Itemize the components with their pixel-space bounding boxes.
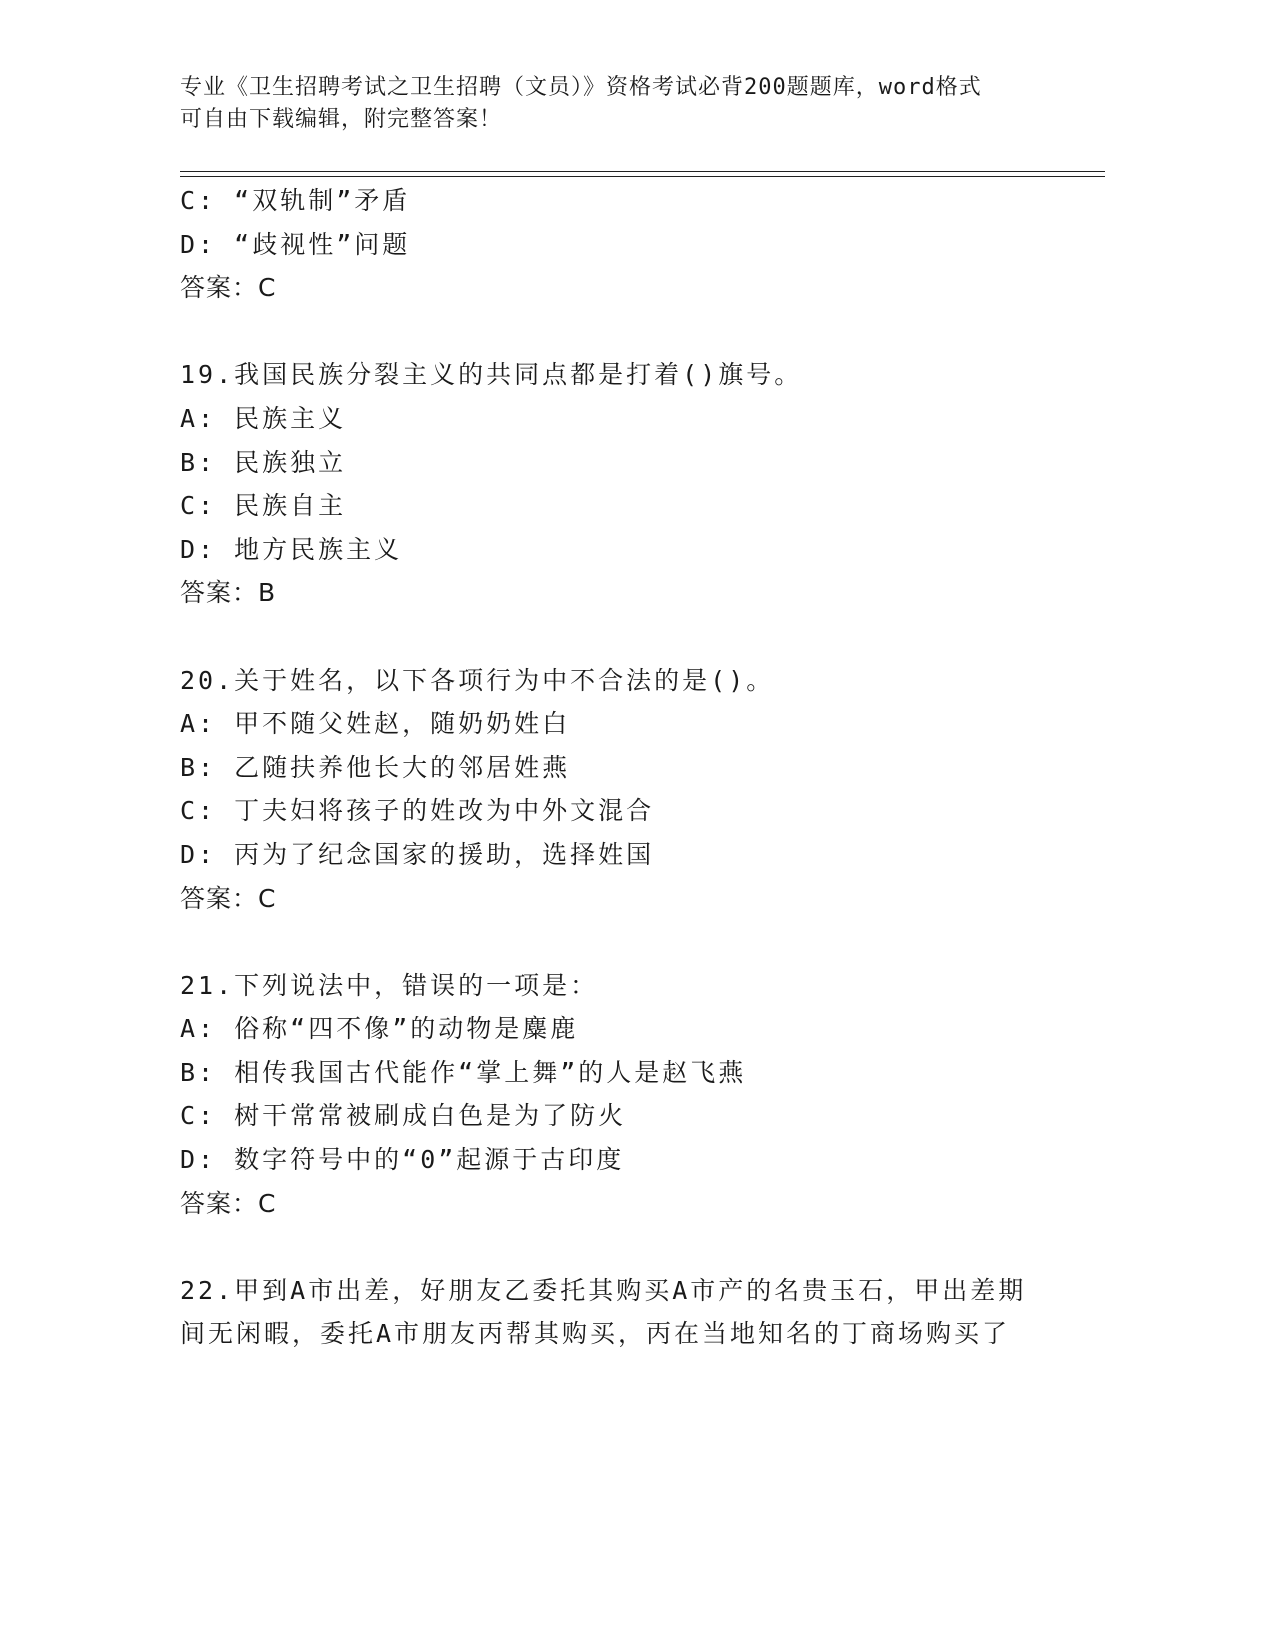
question-stem-line-2: 间无闲暇，委托A市朋友丙帮其购买，丙在当地知名的丁商场购买了 (180, 1319, 1011, 1349)
spacer (180, 926, 1080, 970)
option-d: D: 丙为了纪念国家的援助，选择姓国 (180, 839, 655, 869)
header-line-2: 可自由下载编辑，附完整答案！ (180, 107, 503, 132)
question-content (180, 185, 1080, 1362)
question-stem-line-1: 22.甲到A市出差，好朋友乙委托其购买A市产的名贵玉石，甲出差期 (180, 1275, 1027, 1305)
question-stem: 19.我国民族分裂主义的共同点都是打着()旗号。 (180, 360, 803, 390)
option-a: A: 俗称“四不像”的动物是麋鹿 (180, 1014, 579, 1044)
question-stem: 21.下列说法中，错误的一项是： (180, 970, 599, 1000)
option-b: B: 民族独立 (180, 447, 347, 477)
header-divider-top (180, 171, 1105, 172)
spacer (180, 316, 1080, 360)
question-21 (180, 970, 1080, 1232)
option-a: A: 民族主义 (180, 403, 347, 433)
option-d: D: 地方民族主义 (180, 534, 403, 564)
header-line-1: 专业《卫生招聘考试之卫生招聘（文员）》资格考试必背200题题库，word格式 (180, 75, 982, 100)
header-divider-bottom (180, 176, 1105, 177)
spacer (180, 1231, 1080, 1275)
answer-line: 答案：C (180, 1188, 277, 1218)
question-20 (180, 665, 1080, 927)
option-c: C: 民族自主 (180, 491, 347, 521)
prev-question-block (180, 185, 1080, 316)
option-c: C: 树干常常被刷成白色是为了防火 (180, 1101, 627, 1131)
question-stem: 20.关于姓名，以下各项行为中不合法的是()。 (180, 665, 775, 695)
option-b: B: 乙随扶养他长大的邻居姓燕 (180, 752, 571, 782)
option-d: D: 数字符号中的“0”起源于古印度 (180, 1145, 625, 1175)
question-19 (180, 359, 1080, 621)
answer-line: 答案：C (180, 273, 277, 303)
option-a: A: 甲不随父姓赵，随奶奶姓白 (180, 709, 571, 739)
question-22 (180, 1275, 1080, 1362)
answer-line: 答案：B (180, 578, 277, 608)
spacer (180, 621, 1080, 665)
answer-line: 答案：C (180, 883, 277, 913)
option-d: D: “歧视性”问题 (180, 229, 411, 259)
option-b: B: 相传我国古代能作“掌上舞”的人是赵飞燕 (180, 1057, 747, 1087)
option-c: C: “双轨制”矛盾 (180, 186, 411, 215)
option-c: C: 丁夫妇将孩子的姓改为中外文混合 (180, 796, 655, 826)
document-header (180, 72, 1060, 136)
